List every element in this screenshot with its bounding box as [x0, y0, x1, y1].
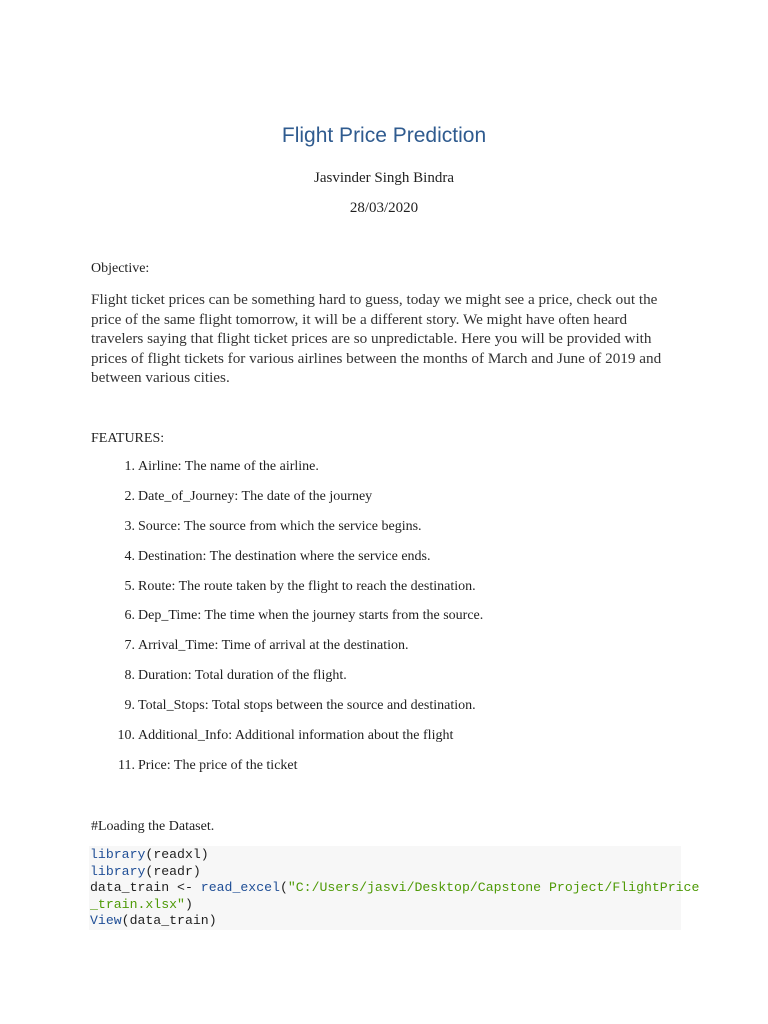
code-text: (data_train) [121, 913, 217, 928]
feature-text: Date_of_Journey: The date of the journey [138, 488, 373, 504]
feature-number: 6. [124, 608, 135, 624]
feature-number: 5. [124, 578, 135, 594]
feature-number: 10. [117, 728, 135, 744]
feature-number: 4. [124, 548, 135, 564]
feature-number: 8. [124, 668, 135, 684]
feature-item [91, 549, 691, 579]
feature-item [91, 608, 691, 638]
code-line [90, 897, 681, 914]
code-text: (readxl) [145, 847, 209, 862]
feature-text: Route: The route taken by the flight to reach the destination. [138, 578, 476, 594]
document-date: 28/03/2020 [349, 200, 419, 216]
feature-text: Source: The source from which the service begins. [138, 518, 422, 534]
feature-item [91, 638, 691, 668]
feature-item [91, 698, 691, 728]
code-line [90, 847, 681, 864]
feature-item [91, 728, 691, 758]
document-title: Flight Price Prediction [281, 124, 487, 147]
feature-number: 7. [124, 638, 135, 654]
code-line [90, 864, 681, 881]
code-line [90, 880, 700, 897]
feature-item [91, 489, 691, 519]
code-text: (readr) [145, 863, 201, 879]
features-heading: FEATURES: [91, 431, 165, 446]
feature-number: 9. [124, 698, 135, 714]
feature-number: 2. [124, 488, 135, 504]
feature-text: Duration: Total duration of the flight. [138, 668, 347, 684]
feature-number: 1. [124, 459, 135, 474]
code-function: library [90, 847, 146, 862]
code-string: _train.xlsx" [90, 896, 185, 912]
feature-text: Airline: The name of the airline. [138, 459, 319, 474]
feature-text: Total_Stops: Total stops between the source and destination. [138, 698, 476, 714]
loading-dataset-heading: #Loading the Dataset. [91, 819, 215, 834]
objective-heading: Objective: [91, 261, 150, 276]
code-text: ( [279, 880, 288, 895]
feature-item [91, 459, 691, 489]
code-function: read_excel [200, 880, 280, 895]
feature-text: Destination: The destination where the service ends. [138, 548, 431, 564]
author-name: Jasvinder Singh Bindra [314, 170, 454, 186]
code-text: data_train <- [90, 880, 201, 895]
code-function: library [90, 863, 146, 879]
feature-number: 3. [124, 518, 135, 534]
code-block [89, 846, 700, 930]
feature-item [91, 758, 691, 788]
feature-item [91, 519, 691, 549]
feature-item [91, 579, 691, 609]
objective-paragraph: Flight ticket prices can be something hard to guess, today we might see a price, check out the price of the same flight tomorrow, it will be a different story. We might have often heard travelers saying that flight ticket prices are so unpredictable. Here you will be provided with prices of flight tickets for various airlines between the months of March and June of 2019 and between various cities. [91, 291, 662, 386]
feature-text: Price: The price of the ticket [138, 757, 298, 773]
features-list [91, 459, 691, 788]
code-function: View [90, 913, 122, 928]
feature-text: Arrival_Time: Time of arrival at the destination. [138, 638, 409, 654]
feature-number: 11. [118, 757, 135, 773]
code-string: "C:/Users/jasvi/Desktop/Capstone Project/FlightPrice [287, 880, 700, 895]
code-line [90, 913, 681, 930]
code-text: ) [184, 896, 193, 912]
feature-item [91, 668, 691, 698]
feature-text: Dep_Time: The time when the journey starts from the source. [138, 608, 484, 624]
feature-text: Additional_Info: Additional information about the flight [138, 728, 454, 744]
